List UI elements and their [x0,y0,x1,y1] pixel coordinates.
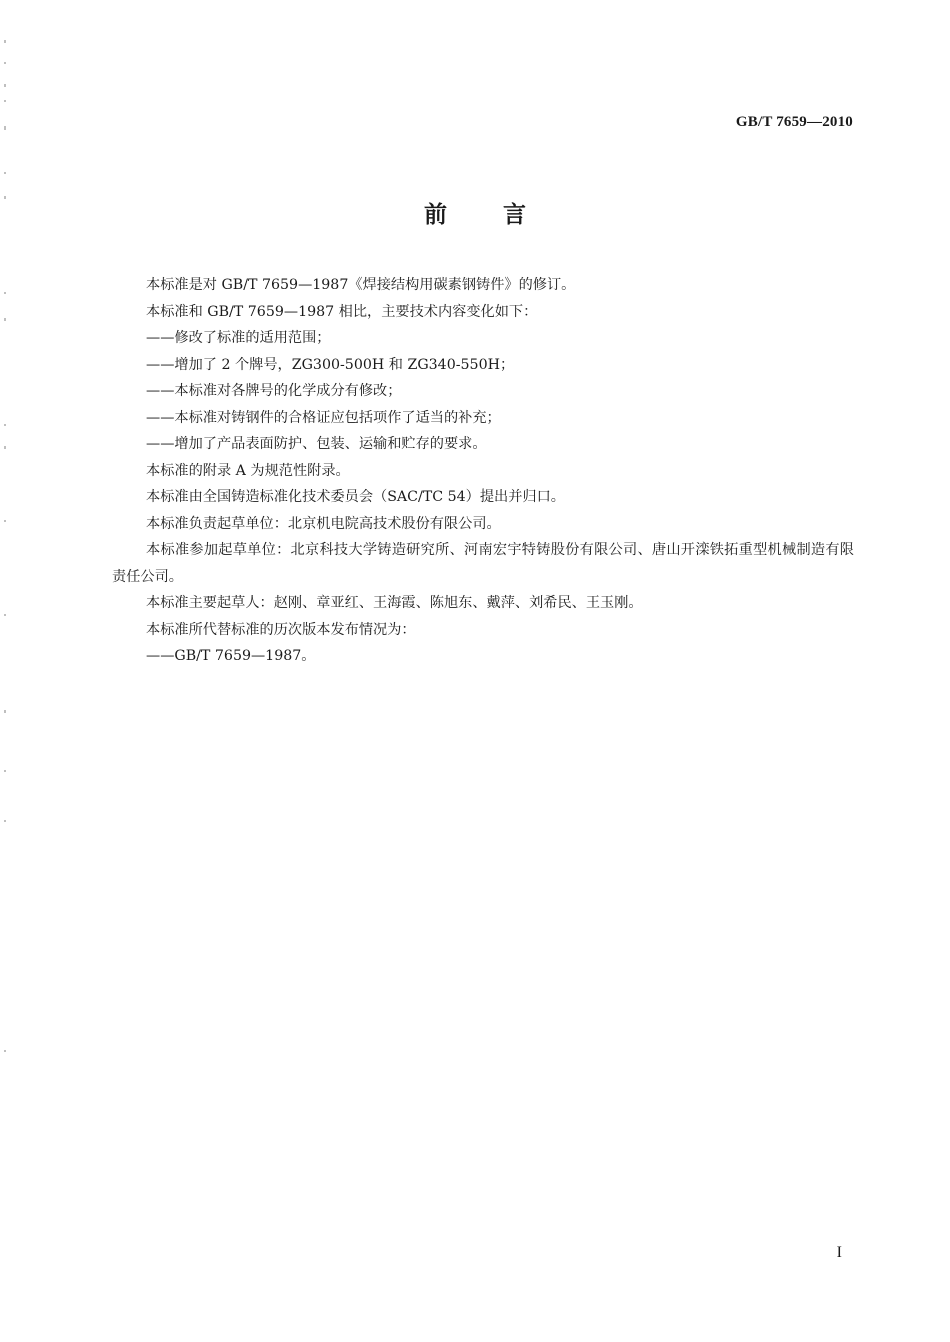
page-number: I [836,1244,842,1261]
paragraph: 本标准和 GB/T 7659—1987 相比，主要技术内容变化如下： [146,303,538,320]
list-item: ——本标准对铸钢件的合格证应包括项作了适当的补充； [146,409,501,426]
list-item: ——本标准对各牌号的化学成分有修改； [146,383,402,399]
list-item: ——增加了产品表面防护、包装、运输和贮存的要求。 [146,436,487,452]
paragraph: 本标准由全国铸造标准化技术委员会（SAC/TC 54）提出并归口。 [146,489,565,505]
paragraph: 本标准主要起草人：赵刚、章亚红、王海霞、陈旭东、戴萍、刘希民、王玉刚。 [146,595,643,611]
page-title: 前言 [424,202,582,228]
paragraph: 本标准参加起草单位：北京科技大学铸造研究所、河南宏宇特铸股份有限公司、唐山开滦铁拓重型机械制造有限责任公司。 [112,542,854,585]
list-item: ——增加了 2 个牌号，ZG300-500H 和 ZG340-550H； [146,356,515,373]
paragraph: 本标准是对 GB/T 7659—1987《焊接结构用碳素钢铸件》的修订。 [146,277,576,293]
paragraph: 本标准所代替标准的历次版本发布情况为： [146,621,416,638]
paragraph: 本标准的附录 A 为规范性附录。 [146,462,350,479]
list-item: ——修改了标准的适用范围； [146,330,331,346]
list-item: ——GB/T 7659—1987。 [146,648,316,664]
standard-code: GB/T 7659—2010 [735,114,853,130]
preface-body [112,272,854,670]
paragraph: 本标准负责起草单位：北京机电院高技术股份有限公司。 [146,515,501,532]
